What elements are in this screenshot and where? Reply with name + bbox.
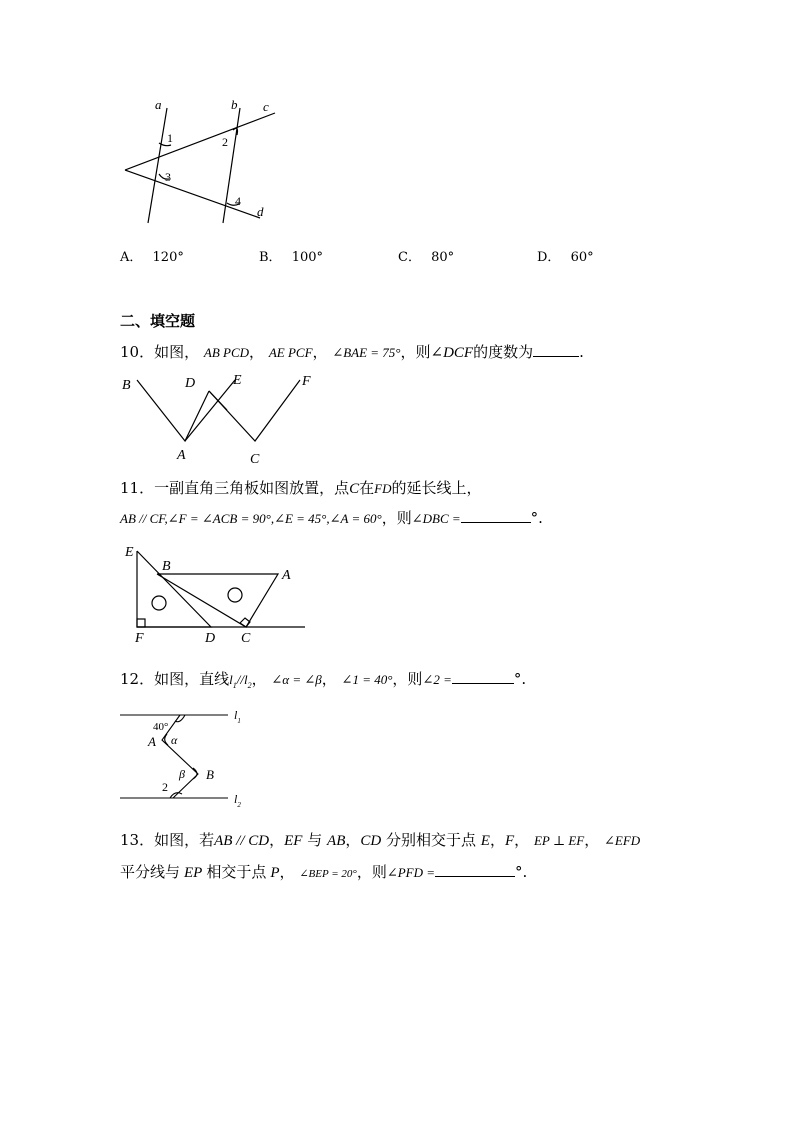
q12-label-l1-main: l xyxy=(234,708,238,722)
q10-end: . xyxy=(579,343,584,361)
option-d-value: 60° xyxy=(570,250,594,265)
q13-text-a: 平分线与 xyxy=(120,863,181,881)
q10-text xyxy=(120,342,584,363)
q12-answer-blank[interactable] xyxy=(452,669,514,684)
q11-end: °. xyxy=(530,509,543,527)
q10-mid: ，则 xyxy=(400,343,431,361)
q13-t2: 与 xyxy=(307,831,323,849)
option-d[interactable] xyxy=(537,248,594,268)
q12-label-alpha: α xyxy=(171,733,178,747)
label-a: a xyxy=(155,97,162,112)
q13-ef: EF xyxy=(284,833,303,849)
q12-label-b: B xyxy=(206,767,214,782)
q11-text-b: 在 xyxy=(359,479,375,497)
q11-segment-fd: FD xyxy=(374,481,392,496)
q12-label-l1 xyxy=(234,708,241,725)
q13-answer-blank[interactable] xyxy=(435,862,515,877)
q13-line2 xyxy=(120,862,527,884)
q13-number: 13． xyxy=(120,831,155,849)
q12-cond1: ∠α = ∠β xyxy=(271,672,322,687)
label-c: c xyxy=(263,99,269,114)
q13-ep: EP xyxy=(184,865,203,881)
q12-sep1: ， xyxy=(251,670,267,688)
q11-label-b: B xyxy=(162,559,171,574)
q13-f: F xyxy=(504,833,515,849)
q10-lead: 如图， xyxy=(154,343,200,361)
q11-triangle-bac xyxy=(157,574,278,627)
line-c xyxy=(125,113,275,170)
q13-t6: ， xyxy=(514,831,530,849)
q12-l1: l xyxy=(229,672,233,687)
q10-label-f: F xyxy=(302,374,311,389)
q13-cond1: AB // CD xyxy=(214,833,270,849)
q11-right-angle-f xyxy=(137,619,145,627)
option-b-value: 100° xyxy=(291,250,324,265)
q12-label-2: 2 xyxy=(162,780,168,794)
q11-text-d: ，则 xyxy=(381,509,412,527)
option-a-key: A． xyxy=(120,250,143,265)
q13-t3: ， xyxy=(345,831,361,849)
q13-ab: AB xyxy=(327,833,346,849)
q13-lead: 如图，若 xyxy=(154,831,215,849)
option-c-value: 80° xyxy=(431,250,455,265)
q10-tail: 的度数为 xyxy=(473,343,534,361)
q13-end: °. xyxy=(515,863,528,881)
q10-target: ∠DCF xyxy=(430,345,474,361)
q11-target: ∠DBC = xyxy=(411,511,461,526)
q10-label-e: E xyxy=(233,373,242,388)
q13-text-c: ， xyxy=(279,863,295,881)
q11-label-c: C xyxy=(241,631,251,646)
option-a-value: 120° xyxy=(152,250,184,265)
q13-text-b: 相交于点 xyxy=(206,863,267,881)
q13-efd: ∠EFD xyxy=(604,833,641,848)
q12-label-a: A xyxy=(148,734,156,749)
q12-label-l2-main: l xyxy=(234,792,238,806)
q12-mid: ，则 xyxy=(392,670,423,688)
q12-target: ∠2 = xyxy=(422,672,452,687)
q10-cond1: AB PCD xyxy=(203,345,250,360)
label-d: d xyxy=(257,204,264,219)
q12-parallel: // xyxy=(236,672,244,687)
q11-label-d: D xyxy=(205,631,216,646)
q12-cond2: ∠1 = 40° xyxy=(341,672,393,687)
option-c[interactable] xyxy=(398,248,454,268)
q10-sep2: ， xyxy=(312,343,328,361)
option-c-key: C． xyxy=(398,250,421,265)
option-b-key: B． xyxy=(259,250,282,265)
option-d-key: D． xyxy=(537,250,561,265)
section-heading: 二、填空题 xyxy=(120,312,196,330)
q10-label-c: C xyxy=(250,452,260,467)
q12-end: °. xyxy=(513,670,527,688)
q11-line2 xyxy=(120,508,543,529)
label-b: b xyxy=(231,97,238,112)
q11-text-c: 的延长线上， xyxy=(391,479,482,497)
q13-t7: ， xyxy=(584,831,600,849)
q13-perp: EP ⊥ EF xyxy=(533,833,585,848)
q10-number: 10． xyxy=(120,343,155,361)
q11-triangle-efd xyxy=(137,551,211,627)
option-a[interactable] xyxy=(120,248,184,268)
q13-target: ∠PFD = xyxy=(386,865,436,880)
q12-label-40: 40° xyxy=(153,721,169,733)
line-a xyxy=(148,108,167,223)
q11-label-e: E xyxy=(125,545,134,560)
q12-l2-sub: 2 xyxy=(247,681,252,690)
q11-number: 11． xyxy=(120,479,155,497)
label-1: 1 xyxy=(167,131,173,145)
label-4: 4 xyxy=(235,194,241,208)
q11-label-f: F xyxy=(135,631,144,646)
q12-lead: 如图，直线 xyxy=(154,670,230,688)
q12-l2: l xyxy=(243,672,248,687)
q10-answer-blank[interactable] xyxy=(533,342,579,357)
q12-label-l2 xyxy=(234,792,241,809)
q12-text xyxy=(120,669,526,696)
q10-label-a: A xyxy=(177,448,186,463)
q10-path-ecf xyxy=(209,380,300,441)
q11-label-a: A xyxy=(282,568,291,583)
q12-number: 12． xyxy=(120,670,155,688)
q13-cd: CD xyxy=(360,833,382,849)
q10-figure xyxy=(115,370,320,470)
q11-figure xyxy=(115,538,315,648)
q10-label-b: B xyxy=(122,378,131,393)
q11-text-a: 一副直角三角板如图放置，点 xyxy=(154,479,350,497)
q13-line1 xyxy=(120,830,640,851)
q10-cond3: ∠BAE = 75° xyxy=(332,345,401,360)
q13-text-d: ，则 xyxy=(356,863,387,881)
q10-path-bad xyxy=(137,380,209,441)
q13-t4: 分别相交于点 xyxy=(386,831,477,849)
q11-circle-left xyxy=(152,596,166,610)
q9-figure xyxy=(115,95,295,225)
q11-point-c: C xyxy=(349,481,360,497)
q10-cond2: AE PCF xyxy=(268,345,313,360)
q13-t5: ， xyxy=(489,831,505,849)
q11-conditions: AB // CF,∠F = ∠ACB = 90°,∠E = 45°,∠A = 60° xyxy=(120,511,382,526)
q12-figure xyxy=(115,702,255,814)
option-b[interactable] xyxy=(259,248,323,268)
q13-t1: ， xyxy=(269,831,285,849)
label-2: 2 xyxy=(222,135,228,149)
q11-line1 xyxy=(120,478,482,499)
q12-sep2: ， xyxy=(321,670,337,688)
q13-p: P xyxy=(270,865,280,881)
q12-l1-sub: 1 xyxy=(232,681,237,690)
q13-cond2: ∠BEP = 20° xyxy=(299,868,357,880)
label-3: 3 xyxy=(165,170,171,184)
q12-label-l2-sub: 2 xyxy=(237,801,241,809)
q12-label-beta: β xyxy=(179,767,185,781)
q11-circle-right xyxy=(228,588,242,602)
q10-sep1: ， xyxy=(249,343,265,361)
q10-label-d: D xyxy=(185,376,196,391)
q13-e: E xyxy=(480,833,490,849)
q12-label-l1-sub: 1 xyxy=(237,717,241,725)
q11-answer-blank[interactable] xyxy=(461,508,531,523)
